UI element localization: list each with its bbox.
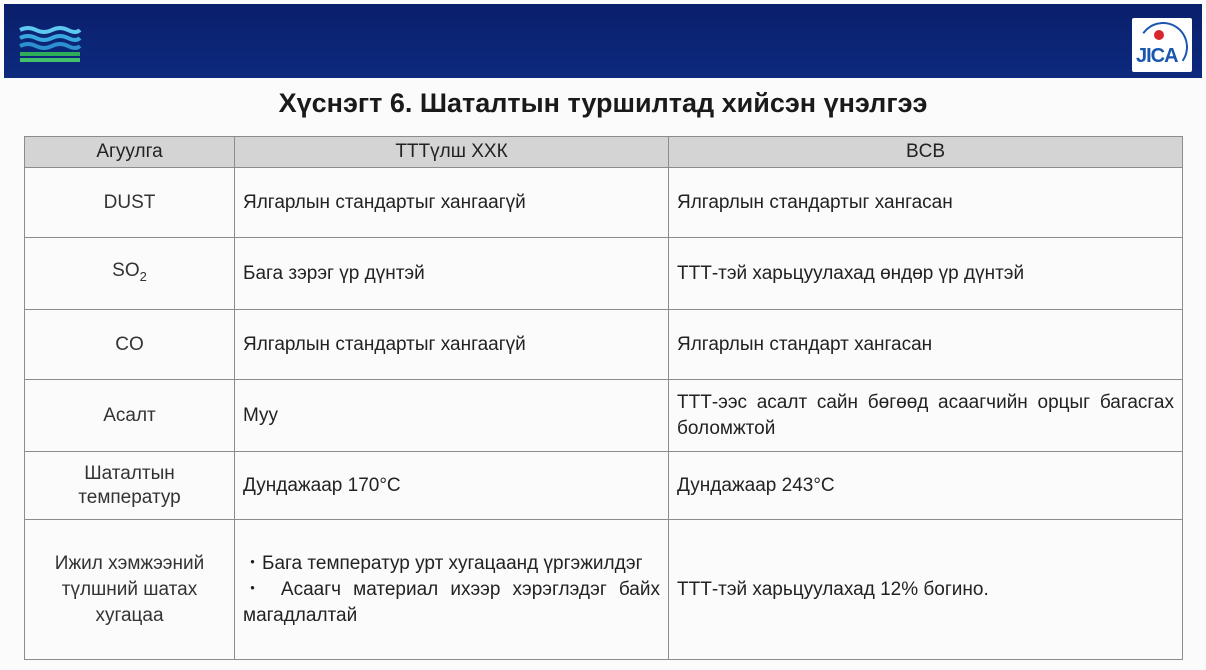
row-category: Ижил хэмжээний түлшний шатах хугацаа (25, 520, 235, 660)
table-cell: ТТТ-тэй харьцуулахад өндөр үр дүнтэй (669, 238, 1183, 310)
header-band (4, 4, 1202, 78)
temperature-unit: °С (379, 474, 401, 496)
list-item: ・Бага температур урт хугацаанд үргэжилдэг (243, 552, 643, 574)
table-header-row (25, 137, 1183, 168)
table-cell: Ялгарлын стандартыг хангаагүй (235, 168, 669, 238)
table-cell (669, 452, 1183, 520)
evaluation-table (24, 136, 1183, 660)
table-row (25, 168, 1183, 238)
column-header: Агуулга (25, 137, 235, 168)
row-category: Асалт (25, 380, 235, 452)
table-row (25, 520, 1183, 660)
table-cell (235, 520, 669, 660)
list-item: ・ Асаагч материал ихээр хэрэглэдэг байх магадлалтай (243, 578, 660, 626)
category-subscript: 2 (139, 268, 147, 284)
table-cell: Бага зэрэг үр дүнтэй (235, 238, 669, 310)
category-main: SO (112, 259, 140, 281)
row-category: DUST (25, 168, 235, 238)
table-row (25, 310, 1183, 380)
jica-logo-text: JICA (1136, 45, 1178, 67)
temperature-value: Дундажаар 170 (243, 474, 380, 496)
page-title: Хүснэгт 6. Шаталтын туршилтад хийсэн үнэлгээ (278, 88, 928, 118)
row-category (25, 238, 235, 310)
table-row (25, 238, 1183, 310)
table-cell (235, 452, 669, 520)
table-cell: Ялгарлын стандартыг хангаагүй (235, 310, 669, 380)
table-row (25, 452, 1183, 520)
water-waves-logo-icon (18, 24, 82, 64)
temperature-unit: °С (813, 474, 835, 496)
table-cell: ТТТ-ээс асалт сайн бөгөөд асаагчийн орцыг багасгах боломжтой (669, 380, 1183, 452)
jica-logo-icon (1132, 18, 1192, 72)
table-cell: Ялгарлын стандарт хангасан (669, 310, 1183, 380)
column-header: BCB (669, 137, 1183, 168)
table-cell: Муу (235, 380, 669, 452)
column-header: ТТТүлш ХХК (235, 137, 669, 168)
row-category: CO (25, 310, 235, 380)
table-cell: ТТТ-тэй харьцуулахад 12% богино. (669, 520, 1183, 660)
table-cell: Ялгарлын стандартыг хангасан (669, 168, 1183, 238)
row-category: Шаталтын температур (25, 452, 235, 520)
temperature-value: Дундажаар 243 (677, 474, 814, 496)
table-row (25, 380, 1183, 452)
